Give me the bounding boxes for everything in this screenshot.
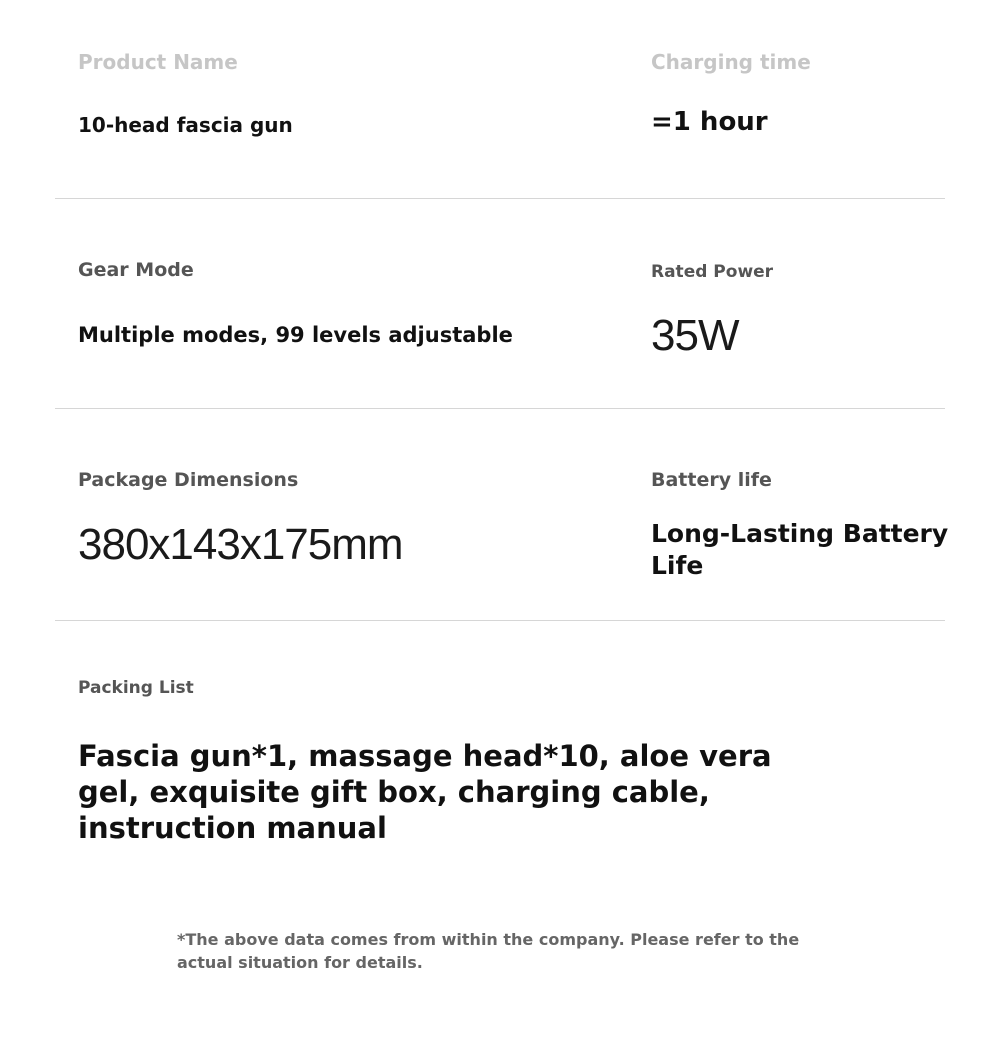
packing-list-value: Fascia gun*1, massage head*10, aloe vera gel, exquisite gift box, charging cable, instruction manual [78,739,772,845]
gear-mode-value: Multiple modes, 99 levels adjustable [78,323,513,347]
divider-3 [55,620,945,621]
product-name-value: 10-head fascia gun [78,113,293,137]
packing-list-label: Packing List [78,678,194,698]
rated-power-value: 35W [651,311,739,360]
divider-1 [55,198,945,199]
footnote: *The above data comes from within the company. Please refer to the actual situation for details. [177,930,800,972]
package-dimensions-value: 380x143x175mm [78,520,403,569]
divider-2 [55,408,945,409]
charging-time-label: Charging time [651,50,811,74]
battery-life-label: Battery life [651,469,772,491]
battery-life-value: Long-Lasting Battery Life [651,519,949,580]
charging-time-value: =1 hour [651,107,768,137]
gear-mode-label: Gear Mode [78,259,194,281]
package-dimensions-label: Package Dimensions [78,469,299,491]
product-name-label: Product Name [78,50,238,74]
rated-power-label: Rated Power [651,262,774,282]
